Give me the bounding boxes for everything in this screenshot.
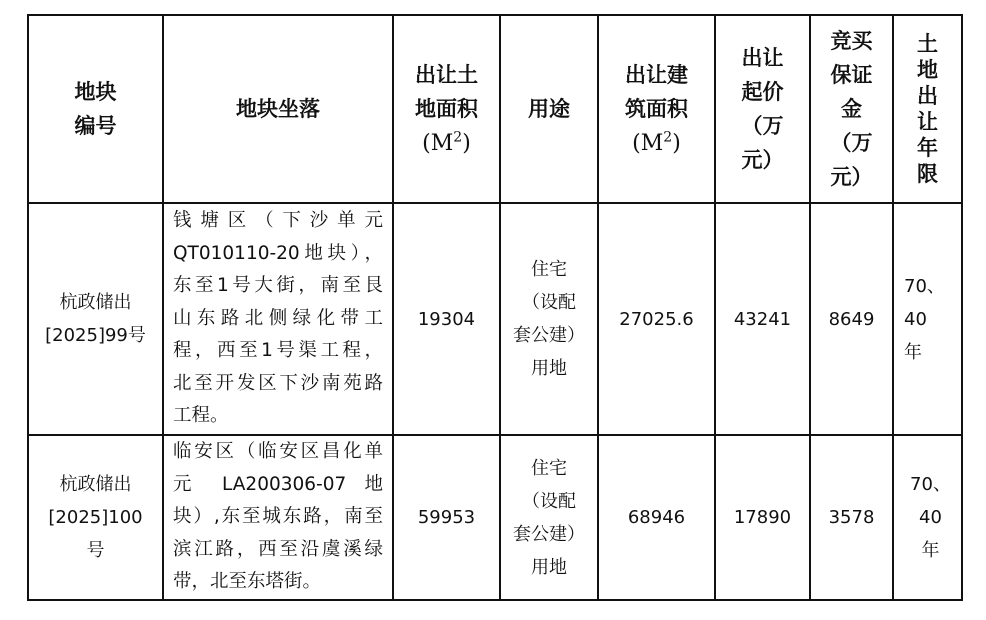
cell-build-area: 68946 bbox=[598, 435, 715, 600]
table-row bbox=[28, 435, 962, 600]
header-term-line: 出 bbox=[917, 84, 938, 108]
header-term-line: 地 bbox=[917, 58, 938, 82]
cell-plot-no bbox=[28, 203, 163, 435]
unit-exponent: 2 bbox=[663, 129, 673, 146]
header-term-line: 让 bbox=[917, 110, 938, 134]
header-deposit-line: 竞买 bbox=[830, 29, 873, 53]
use-line: 住宅 bbox=[531, 457, 567, 479]
header-start-price-line: 起价 bbox=[741, 80, 784, 104]
term-line: 70、 bbox=[910, 474, 951, 495]
cell-use bbox=[500, 435, 598, 600]
unit-exponent: 2 bbox=[453, 129, 463, 146]
term-line: 年 bbox=[904, 341, 922, 363]
cell-term bbox=[893, 203, 962, 435]
use-line: （设配 bbox=[522, 490, 576, 512]
header-start-price-line: 出让 bbox=[741, 46, 784, 70]
plot-no-line: 杭政储出 bbox=[59, 292, 132, 313]
location-line: 程，西至1号渠工程， bbox=[173, 340, 383, 362]
header-term-line: 限 bbox=[917, 162, 938, 186]
plot-no-line: [2025]99号 bbox=[45, 325, 146, 346]
header-land-area-unit: $(M^2)$ bbox=[422, 129, 471, 156]
header-start-price bbox=[715, 15, 810, 203]
unit-symbol: M bbox=[640, 130, 664, 156]
location-line: 钱塘区（下沙单元 bbox=[173, 210, 383, 232]
plot-no-line: [2025]100 bbox=[48, 507, 143, 528]
cell-use bbox=[500, 203, 598, 435]
use-line: 用地 bbox=[531, 358, 567, 379]
header-build-area-unit: $(M^2)$ bbox=[632, 129, 681, 156]
header-start-price-line: （万 bbox=[741, 114, 784, 138]
cell-deposit: 8649 bbox=[810, 203, 893, 435]
header-use: 用途 bbox=[500, 15, 598, 203]
header-location: 地块坐落 bbox=[163, 15, 393, 203]
unit-symbol: M bbox=[430, 130, 454, 156]
land-auction-table bbox=[27, 14, 963, 601]
location-line: 临安区（临安区昌化单 bbox=[173, 441, 383, 463]
header-plot-no-line: 编号 bbox=[74, 114, 117, 138]
header-build-area bbox=[598, 15, 715, 203]
use-line: （设配 bbox=[522, 292, 576, 313]
header-term-line: 年 bbox=[917, 136, 938, 160]
use-line: 用地 bbox=[531, 556, 567, 578]
term-line: 70、 bbox=[904, 275, 945, 297]
location-line: 块）,东至城东路，南至 bbox=[173, 506, 383, 528]
cell-land-area: 19304 bbox=[393, 203, 500, 435]
plot-no-line: 杭政储出 bbox=[59, 474, 132, 495]
header-build-area-line: 出让建 bbox=[625, 62, 688, 87]
header-deposit-line: （万 bbox=[830, 131, 873, 155]
header-land-area-line: 出让土 bbox=[415, 62, 478, 87]
header-deposit bbox=[810, 15, 893, 203]
term-line: 年 bbox=[921, 540, 940, 561]
header-land-area bbox=[393, 15, 500, 203]
cell-location bbox=[163, 203, 393, 435]
cell-deposit: 3578 bbox=[810, 435, 893, 600]
land-auction-table-container bbox=[27, 14, 963, 601]
use-line: 套公建） bbox=[513, 523, 585, 545]
header-plot-no bbox=[28, 15, 163, 203]
location-line: QT010110-20地块）， bbox=[173, 242, 383, 264]
header-build-area-line: 筑面积 bbox=[625, 96, 688, 121]
location-line: 山东路北侧绿化带工 bbox=[173, 307, 383, 329]
location-line: 滨江路，西至沿虞溪绿 bbox=[173, 538, 383, 560]
header-start-price-line: 元） bbox=[741, 148, 784, 172]
cell-location bbox=[163, 435, 393, 600]
header-term-line: 土 bbox=[917, 32, 938, 56]
cell-land-area: 59953 bbox=[393, 435, 500, 600]
location-line: 东至1号大街，南至艮 bbox=[173, 275, 383, 297]
cell-build-area: 27025.6 bbox=[598, 203, 715, 435]
term-line: 40 bbox=[904, 308, 927, 330]
location-line: 北至开发区下沙南苑路 bbox=[173, 372, 383, 394]
header-land-area-line: 地面积 bbox=[415, 96, 478, 121]
cell-plot-no bbox=[28, 435, 163, 600]
location-line: 元 LA200306-07 地 bbox=[173, 473, 383, 495]
use-line: 套公建） bbox=[513, 325, 585, 346]
header-deposit-line: 金 bbox=[841, 97, 862, 121]
header-deposit-line: 元） bbox=[830, 165, 873, 189]
location-line: 带，北至东塔街。 bbox=[173, 571, 322, 593]
header-term bbox=[893, 15, 962, 203]
header-row bbox=[28, 15, 962, 203]
header-deposit-line: 保证 bbox=[830, 63, 873, 87]
header-plot-no-line: 地块 bbox=[74, 80, 117, 104]
location-line: 工程。 bbox=[173, 405, 229, 427]
cell-start-price: 17890 bbox=[715, 435, 810, 600]
cell-term bbox=[893, 435, 962, 600]
cell-start-price: 43241 bbox=[715, 203, 810, 435]
term-line: 40 bbox=[919, 507, 942, 528]
table-row bbox=[28, 203, 962, 435]
plot-no-line: 号 bbox=[86, 540, 105, 561]
use-line: 住宅 bbox=[531, 259, 567, 280]
